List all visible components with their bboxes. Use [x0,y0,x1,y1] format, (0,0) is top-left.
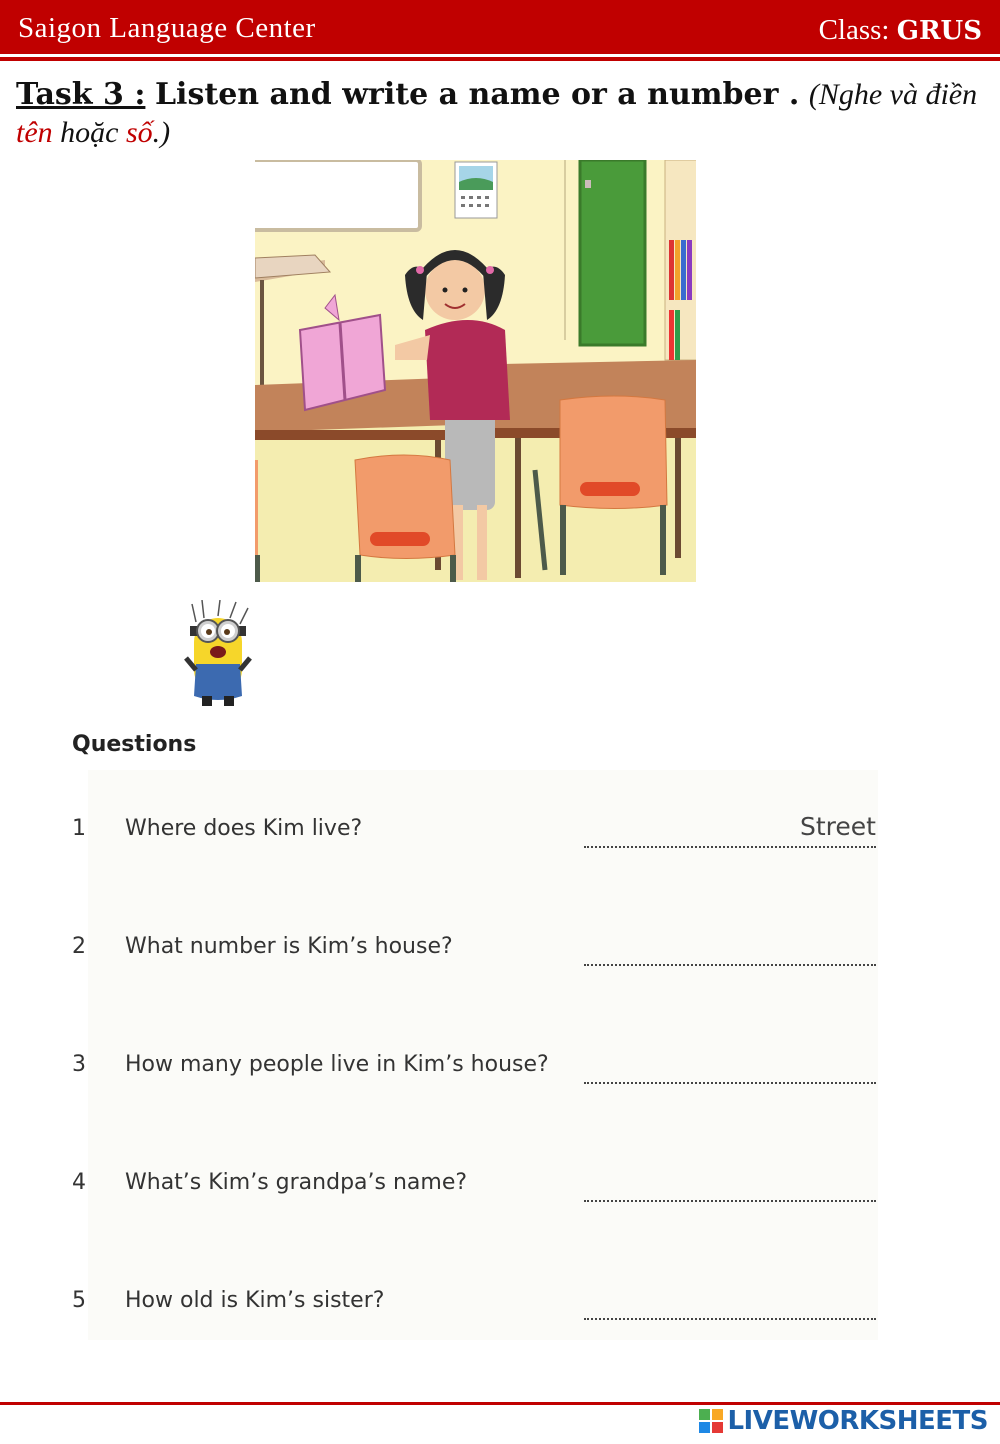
brand-name: LIVEWORKSHEETS [727,1406,988,1436]
header-divider [0,57,1000,61]
viet-word-name: tên [16,116,53,149]
question-number: 5 [72,1288,86,1313]
liveworksheets-logo-icon [699,1409,723,1433]
class-prefix: Class: [818,14,890,46]
question-row-2 [0,932,1000,982]
viet-word-number: số [125,116,153,149]
class-name: GRUS [896,16,982,46]
question-number: 2 [72,934,86,959]
task-instruction [16,76,986,152]
viet-mid: hoặc [60,116,119,149]
question-row-5 [0,1286,1000,1336]
answer-field[interactable] [584,1082,876,1084]
answer-prefilled: Street [800,812,876,841]
question-row-4 [0,1168,1000,1218]
question-text: How old is Kim’s sister? [125,1288,385,1313]
task-label: Task 3 : [16,77,146,112]
question-row-3 [0,1050,1000,1100]
calendar [455,162,497,218]
classroom-illustration [255,160,696,582]
center-name: Saigon Language Center [18,12,316,44]
liveworksheets-brand[interactable] [699,1405,988,1437]
answer-field[interactable] [584,1318,876,1320]
viet-open: (Nghe và điền [808,78,978,111]
class-label [819,14,982,47]
viet-close: .) [152,116,171,149]
question-text: What number is Kim’s house? [125,934,453,959]
question-number: 1 [72,816,86,841]
questions-heading: Questions [72,732,197,757]
task-title: Listen and write a name or a number . [154,77,800,112]
question-text: Where does Kim live? [125,816,363,841]
question-number: 4 [72,1170,86,1195]
question-text: How many people live in Kim’s house? [125,1052,549,1077]
header-bar [0,0,1000,54]
question-row-1 [0,814,1000,864]
answer-field[interactable] [584,1200,876,1202]
question-number: 3 [72,1052,86,1077]
answer-field[interactable] [584,964,876,966]
answer-field[interactable] [584,846,876,848]
minion-icon [182,600,254,710]
question-text: What’s Kim’s grandpa’s name? [125,1170,468,1195]
